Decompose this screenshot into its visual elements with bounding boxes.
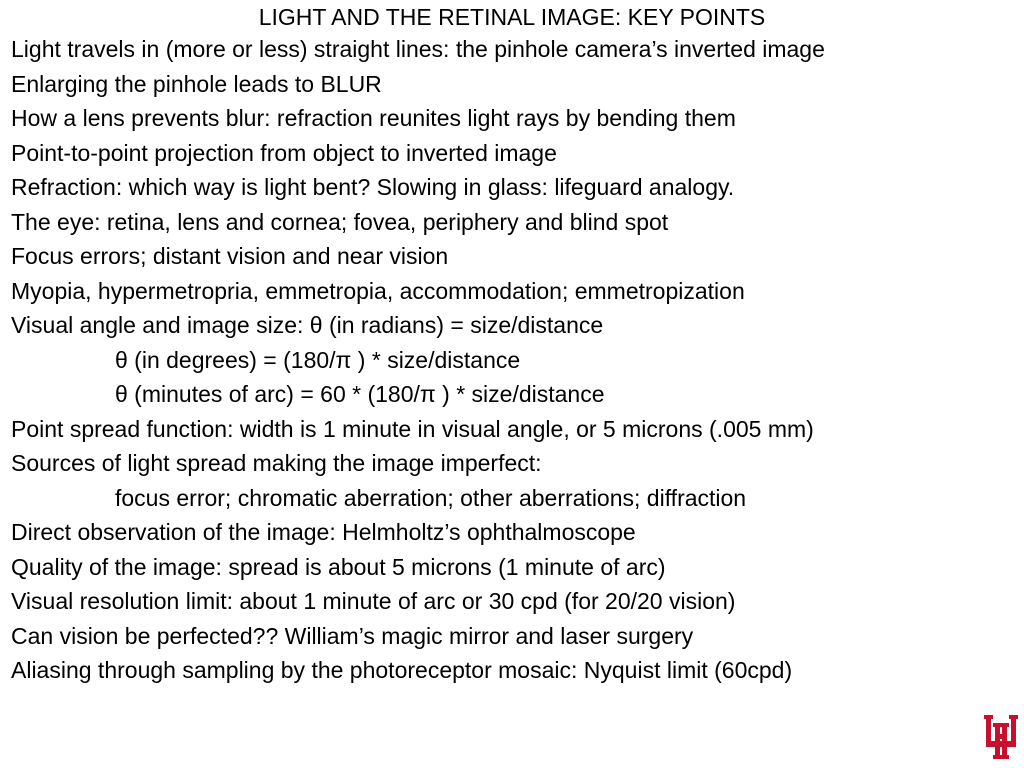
key-point: Point-to-point projection from object to inverted image [11,139,557,166]
key-point: Myopia, hypermetropria, emmetropia, accommodation; emmetropization [11,277,745,304]
slide-title: LIGHT AND THE RETINAL IMAGE: KEY POINTS [258,4,766,30]
key-point: Aliasing through sampling by the photoreceptor mosaic: Nyquist limit (60cpd) [11,657,793,683]
key-points-list [11,36,1019,692]
uh-logo-icon [982,713,1020,761]
key-point-formula: θ (minutes of arc) = 60 * (180/π ) * size/distance [115,381,605,407]
key-point: Direct observation of the image: Helmholtz’s ophthalmoscope [11,519,636,545]
key-point: Light travels in (more or less) straight lines: the pinhole camera’s inverted image [11,36,825,62]
key-point-formula: θ (in degrees) = (180/π ) * size/distance [115,346,521,373]
key-point: Visual angle and image size: θ (in radians) = size/distance [11,312,604,338]
key-point: Visual resolution limit: about 1 minute of arc or 30 cpd (for 20/20 vision) [11,588,736,614]
key-point: Quality of the image: spread is about 5 microns (1 minute of arc) [11,553,666,580]
key-point: How a lens prevents blur: refraction reunites light rays by bending them [11,105,736,131]
key-point: Focus errors; distant vision and near vision [11,243,449,269]
key-point: Point spread function: width is 1 minute in visual angle, or 5 microns (.005 mm) [11,415,814,442]
key-point: Refraction: which way is light bent? Slowing in glass: lifeguard analogy. [11,174,735,200]
key-point: Enlarging the pinhole leads to BLUR [11,70,382,97]
key-point: Can vision be perfected?? William’s magic mirror and laser surgery [11,622,694,649]
key-point: Sources of light spread making the image imperfect: [11,450,542,476]
key-point: The eye: retina, lens and cornea; fovea, periphery and blind spot [11,208,669,235]
key-point-subitem: focus error; chromatic aberration; other aberrations; diffraction [115,484,747,511]
